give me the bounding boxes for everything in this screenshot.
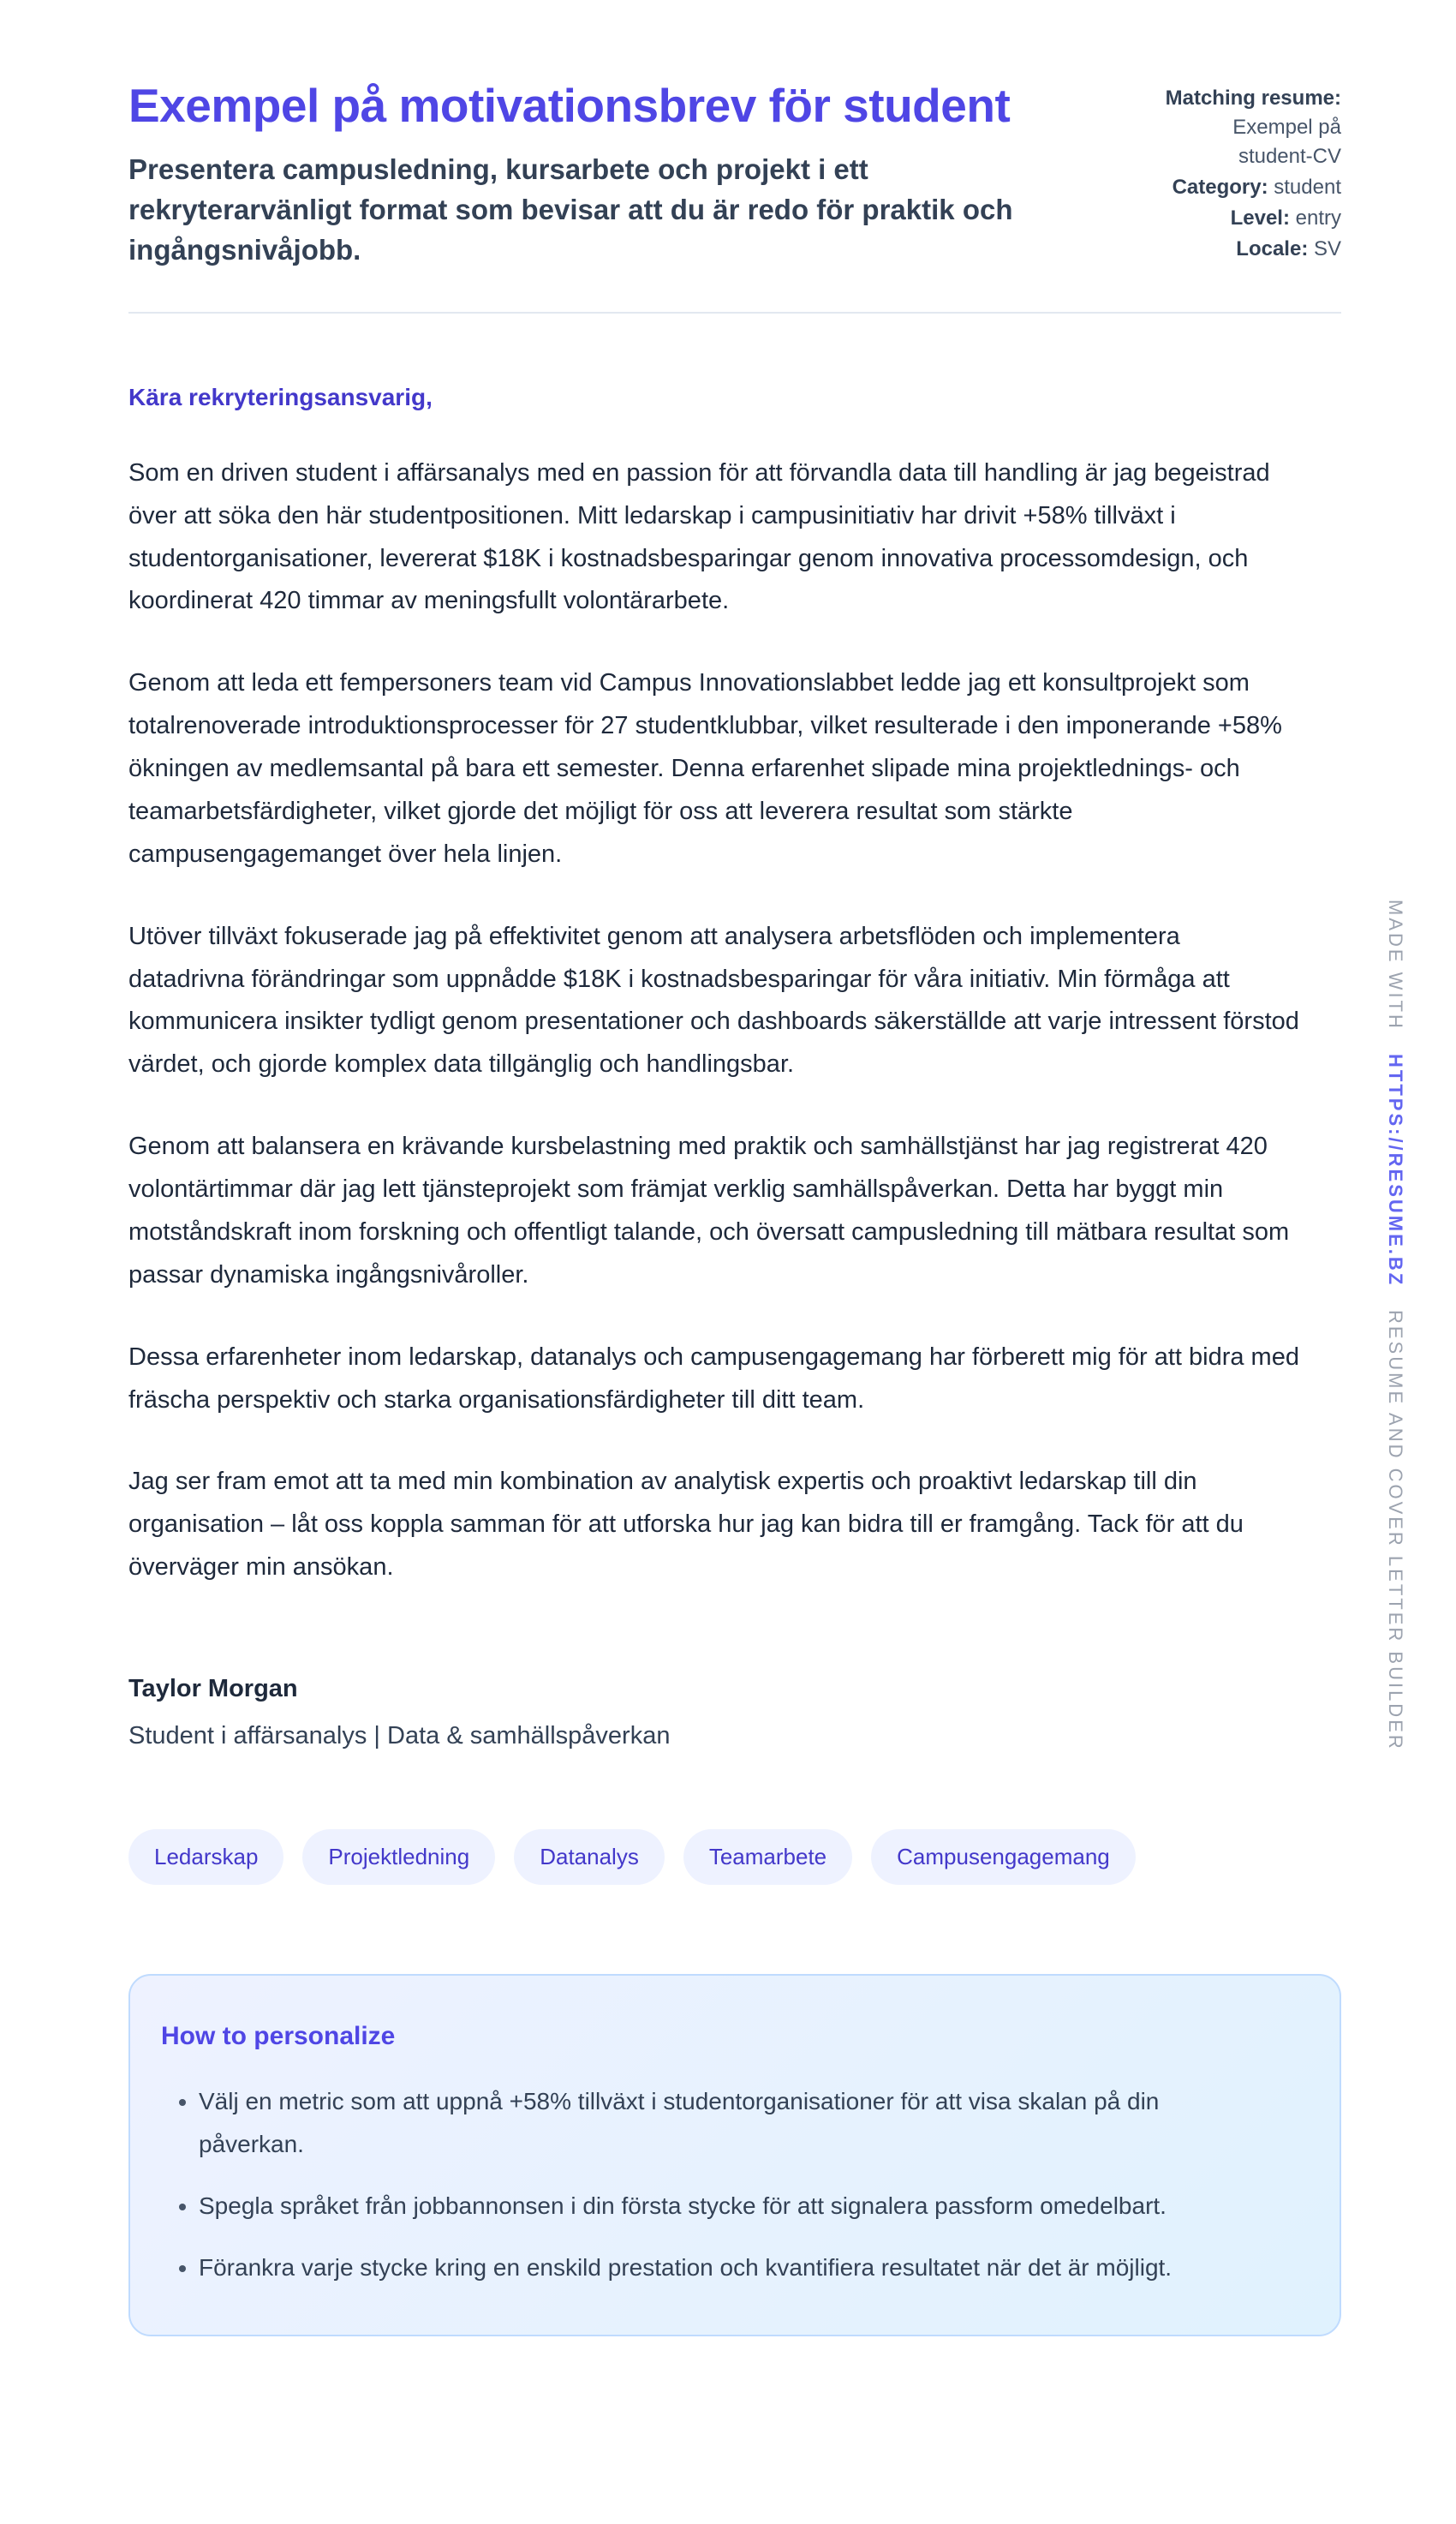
tag-list — [128, 1829, 1341, 1885]
meta-matching-resume-value: Exempel på student-CV — [1232, 116, 1341, 169]
tag-pill: Campusengagemang — [871, 1829, 1136, 1885]
letter-paragraph: Genom att balansera en krävande kursbelastning med praktik och samhällstjänst har jag registrerat 420 volontärtimmar där jag lett tjänsteprojekt som främjat verklig samhällspåverkan. Detta har byggt min motståndskraft inom forskning och offentligt talande, och översatt campusledning till mätbara resultat som passar dynamiska ingångsnivåroller. — [128, 1133, 1290, 1289]
page-title: Exempel på motivationsbrev för student — [128, 79, 1011, 132]
tag-pill: Ledarskap — [128, 1829, 283, 1885]
signature-name: Taylor Morgan — [128, 1675, 298, 1703]
cover-letter — [128, 384, 1341, 1750]
tag-pill: Teamarbete — [683, 1829, 852, 1885]
personalize-card — [128, 1974, 1341, 2336]
meta-level-value: entry — [1295, 206, 1341, 230]
personalize-tip: • Spegla språket från jobbannonsen i din första stycke för att signalera passform omedelbart. — [199, 2185, 1244, 2228]
personalize-title: How to personalize — [161, 2022, 396, 2051]
personalize-tip: • Förankra varje stycke kring en enskild prestation och kvantifiera resultatet när det är möjligt. — [199, 2246, 1244, 2289]
meta-locale-value: SV — [1313, 237, 1341, 261]
watermark — [1384, 900, 1406, 1751]
personalize-tip: • Välj en metric som att uppnå +58% tillväxt i studentorganisationer för att visa skalan på din påverkan. — [199, 2080, 1244, 2166]
letter-greeting: Kära rekryteringsansvarig, — [128, 383, 433, 410]
page-subtitle: Presentera campusledning, kursarbete och projekt i ett rekryterarvänligt format som bevisar att du är redo för praktik och ingångsnivåjobb. — [128, 153, 1013, 266]
header — [128, 79, 1341, 314]
header-divider — [128, 312, 1341, 314]
letter-paragraph: Dessa erfarenheter inom ledarskap, datanalys och campusengagemang har förberett mig för att bidra med fräscha perspektiv och starka organisationsfärdigheter till ditt team. — [128, 1343, 1299, 1414]
meta-level-label: Level: — [1230, 206, 1290, 230]
tag-pill: Datanalys — [514, 1829, 665, 1885]
watermark-tagline: RESUME AND COVER LETTER BUILDER — [1385, 1310, 1406, 1752]
meta-locale-label: Locale: — [1236, 237, 1309, 261]
personalize-tip-list — [161, 2080, 1285, 2288]
watermark-link[interactable]: HTTPS://RESUME.BZ — [1385, 1054, 1406, 1288]
watermark-made-with: MADE WITH — [1385, 900, 1406, 1031]
letter-paragraph: Jag ser fram emot att ta med min kombination av analytisk expertis och proaktivt ledarskap till din organisation – låt oss koppla samman för att utforska hur jag kan bidra till er framgång. Tack för att du överväger min ansökan. — [128, 1468, 1244, 1582]
meta-category-label: Category: — [1172, 176, 1268, 200]
letter-paragraph: Som en driven student i affärsanalys med en passion för att förvandla data till handling är jag begeistrad över att söka den här studentpositionen. Mitt ledarskap i campusinitiativ har drivit +58% tillväxt i studentorganisationer, levererat $18K i kostnadsbesparingar genom innovativa processomdesign, och koordinerat 420 timmar av meningsfullt volontärarbete. — [128, 458, 1270, 615]
letter-paragraph: Genom att leda ett fempersoners team vid Campus Innovationslabbet ledde jag ett konsultprojekt som totalrenoverade introduktionsprocesser för 27 studentklubbar, vilket resulterade i den imponerande +58% ökningen av medlemsantal på bara ett semester. Denna erfarenhet slipade mina projektlednings- och teamarbetsfärdigheter, vilket gjorde det möjligt för oss att leverera resultat som stärkte campusengagemanget över hela linjen. — [128, 669, 1282, 868]
tag-pill: Projektledning — [302, 1829, 495, 1885]
letter-paragraph: Utöver tillväxt fokuserade jag på effektivitet genom att analysera arbetsflöden och implementera datadrivna förändringar som uppnådde $18K i kostnadsbesparingar för våra initiativ. Min förmåga att kommunicera insikter tydligt genom presentationer och dashboards säkerställde att varje intressent förstod värdet, och gjorde komplex data tillgänglig och handlingsbar. — [128, 922, 1299, 1079]
signature-role: Student i affärsanalys | Data & samhällspåverkan — [128, 1722, 671, 1750]
meta-matching-resume-label: Matching resume: — [1165, 87, 1341, 110]
meta-panel — [1127, 79, 1341, 264]
meta-category-value: student — [1274, 176, 1341, 200]
